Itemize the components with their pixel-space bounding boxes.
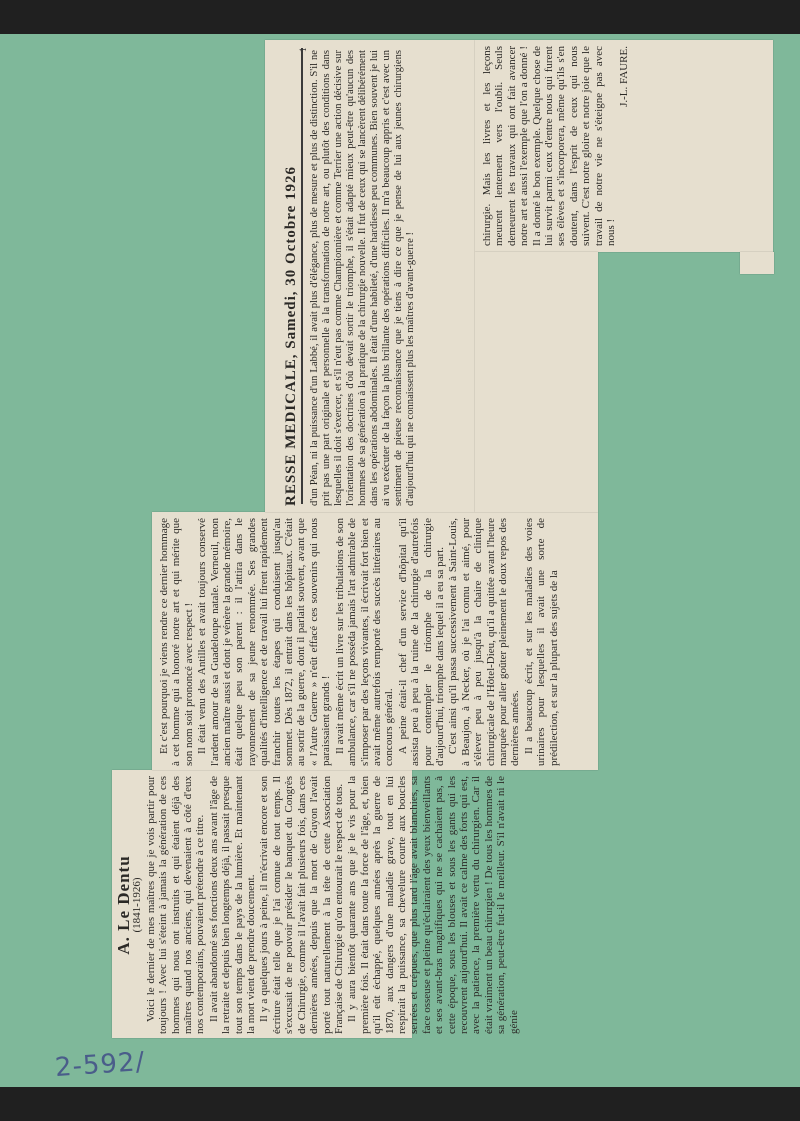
clipping-lower-right	[475, 252, 598, 512]
newspaper-header	[285, 46, 298, 506]
scan-border-bottom	[0, 1087, 800, 1121]
article-paragraph: C'est ainsi qu'il passa successivement à Saint-Louis, à Beaujon, à Necker, où je l'ai connu et aimé, pour s'élever peu à peu jusqu'à la chaire de clinique chirurgicale de l'Hôtel-Dieu, qu'il a quittée avant l'heure marquée pour aller goûter pleinement le doux repos des dernières années.	[447, 518, 522, 766]
article-paragraph: Il était venu des Antilles et avait toujours conservé l'ardent amour de sa Guadeloupe natale. Verneuil, mon ancien maître aussi et dont je vénère la grande mémoire, était quelque peu son parent : il l'attira dans le rayonnement de sa jeune renommée. Ses grandes qualités d'intelligence et de travail lui firent rapidement franchir toutes les étapes qui conduisent jusqu'au sommet. Dès 1872, il entrait dans les hôpitaux. C'était au sortir de la guerre, dont il parlait souvent, avant que « l'Autre Guerre » n'eût effacé ces souvenirs qui nous paraissaient grands !	[196, 517, 333, 766]
article-title: A. Le Dentu	[114, 855, 133, 955]
author-signature: J.-L. FAURE.	[618, 46, 631, 107]
clipping-presse-medicale	[265, 40, 475, 512]
article-paragraph: A peine était-il chef d'un service d'hôpital qu'il assista peu à peu à la ruine de la chirurgie d'autrefois pour contempler le triomphe de la chirurgie d'aujourd'hui, triomphe dans lequel il a eu sa part.	[396, 518, 446, 766]
article-paragraph: Il avait abandonné ses fonctions deux ans avant l'âge de la retraite et depuis bien longtemps déjà, il passait presque tout son temps dans le pays de la lumière. Et maintenant la mort vient de prendre doucement.	[207, 776, 258, 1034]
clipping-conclusion	[475, 40, 773, 252]
article-paragraph: chirurgie. Mais les livres et les leçons meurent lentement vers l'oubli. Seuls demeurent les travaux qui ont fait avancer notre art et aussi l'exemple que l'on a donné ! Il a donné le bon exemple. Quelque chose de lui survit parmi ceux d'entre nous qui furent ses élèves et s'incorporera, même qu'ils s'en doutent, dans l'esprit de ceux qui nous suivent. C'est notre gloire et notre joie que le travail de notre vie ne s'éteigne pas avec nous !	[481, 46, 618, 246]
pencil-inventory-number: 2-592/	[54, 1046, 147, 1084]
conclusion-text	[481, 46, 632, 246]
clipping-le-dentu	[112, 770, 520, 1038]
article-paragraph: Voici le dernier de mes maîtres que je vois partir pour toujours ! Avec lui s'éteint à jamais la génération de ces hommes qui nous ont instruits et qui étaient déjà des maîtres quand nos anciens, qui devenaient à côté d'eux nos contemporains, pouvaient prétendre à ce titre.	[144, 776, 207, 1034]
article-paragraph: Il y a quelques jours à peine, il m'écrivait encore et son écriture était telle que je l'ai connue de tout temps. Il s'excusait de ne pouvoir présider le banquet du Congrès de Chirurgie, comme il l'avait fait plusieurs fois, dans ces dernières années, depuis que la mort de Guyon l'avait porté tout naturellement à la tête de cette Association Française de Chirurgie qu'on entourait le respect de tous.	[258, 776, 345, 1034]
article-paragraph: Il y aura bientôt quarante ans que je le vis pour la première fois. Il était dans toute la force de l'âge, et, bien qu'il eût échappé, quelques années après la guerre de 1870, aux dangers d'une maladie grave, tout en lui respirait la puissance, sa chevelure courte aux boucles serrées et crépues, que plus tard l'âge avait blanchies, sa face osseuse et pleine qu'éclairaient des yeux bienveillants et ses avant-bras magnifiques qui ne se cachaient pas, à cette époque, sous les blouses et sous les gants qui les recouvrent aujourd'hui. Il avait ce calme des forts qui est, avec la patience, la première vertu du chirurgien. Car il était vraiment un beau chirurgien ! De tous les hommes de sa génération, peut-être fut-il le meilleur. S'il n'avait ni le génie	[346, 776, 520, 1034]
newspaper-header-text: RESSE MEDICALE, Samedi, 30 Octobre 1926	[283, 166, 299, 506]
article-paragraph: Et c'est pourquoi je viens rendre ce dernier hommage à cet homme qui a honoré notre art et qui mérite que son nom soit prononcé avec respect !	[158, 518, 195, 766]
article-paragraph: Il a beaucoup écrit, et sur les maladies des voies urinaires pour lesquelles il avait une sorte de prédilection, et sur la plupart des sujets de la	[522, 518, 560, 766]
clipping-continuation	[152, 512, 598, 770]
clipping-continuation-text	[158, 518, 561, 766]
presse-column-text	[309, 50, 418, 506]
page-marker: 1	[298, 47, 308, 52]
article-paragraph: d'un Péan, ni la puissance d'un Labbé, il avait plus d'élégance, plus de mesure et plus de distinction. S'il ne prit pas une part originale et personnelle à la transformation de notre art, ou plutôt des conditions dans lesquelles il doit s'exercer, et s'il n'eut pas comme Championnière et comme Terrier une action décisive sur l'orientation des doctrines d'où devait sortir le triomphe, il s'était adapté mieux peut-être qu'aucun des hommes de sa génération à la pratique de la chirurgie nouvelle. Il fut de ceux qui se lancèrent délibérément dans les opérations abdominales. Il était d'une habileté, d'une hardiesse peu communes. Bien souvent je lui ai vu exécuter de la façon la plus brillante des opérations difficiles. Il m'a beaucoup appris et c'est avec un sentiment de pieuse reconnaissance que je tiens à dire ce que je pense de lui aux jeunes chirurgiens d'aujourd'hui qui ne connaissent plus les maîtres d'avant-guerre !	[309, 50, 416, 506]
scan-border-top	[0, 0, 800, 34]
article-paragraph: Il avait même écrit un livre sur les tribulations de son ambulance, car s'il ne posséda jamais l'art admirable de s'imposer par des leçons vivantes, il écrivait fort bien et avait même autrefois remporté des succès littéraires au concours général.	[333, 518, 396, 766]
clipping-edge-fragment	[740, 252, 774, 274]
article-dates: (1841-1926)	[131, 877, 144, 933]
header-rule	[301, 48, 303, 504]
clipping-le-dentu-text	[114, 776, 521, 1034]
